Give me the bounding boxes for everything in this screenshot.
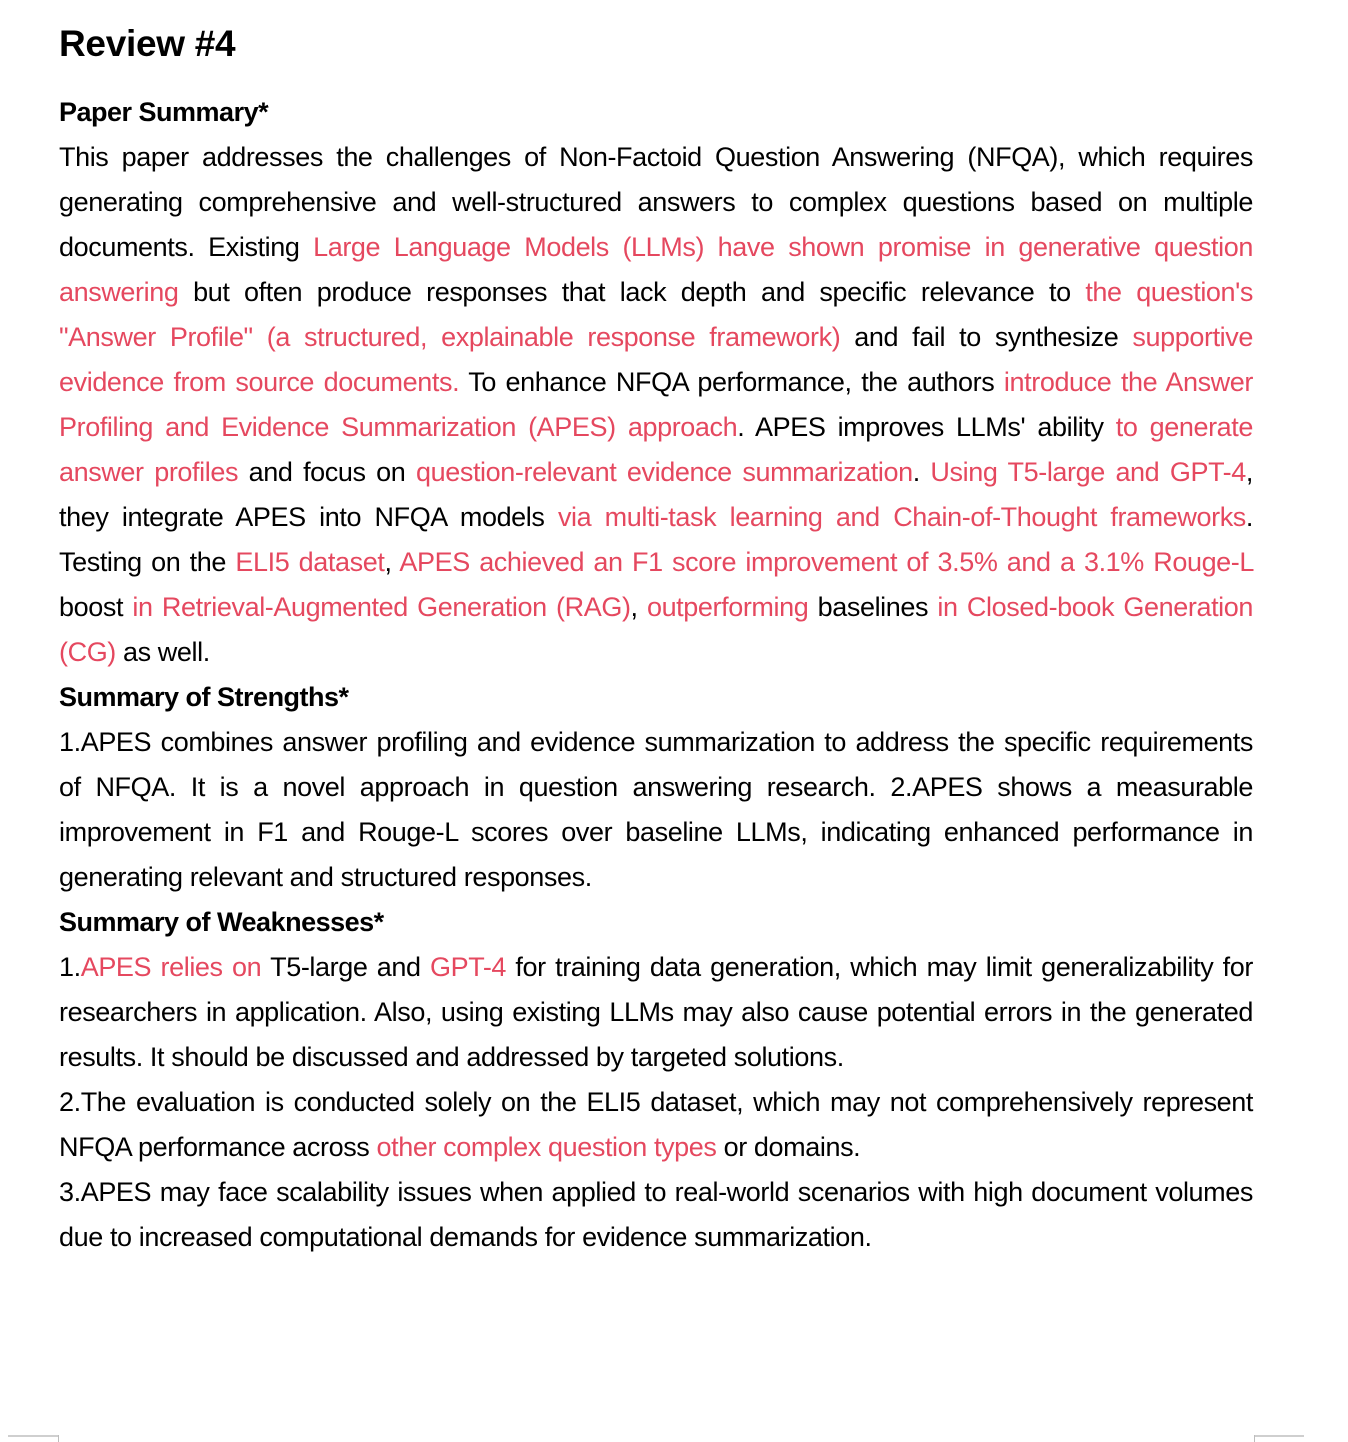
paragraph <box>59 945 1253 1080</box>
paragraph <box>59 1170 1253 1260</box>
paragraph <box>59 720 1253 900</box>
section-heading-weaknesses: Summary of Weaknesses* <box>59 907 384 937</box>
text-run: 1. <box>59 952 81 982</box>
text-run: , they integrate APES into NFQA models <box>59 457 1254 532</box>
text-run: T5-large and <box>261 952 431 982</box>
highlighted-text: question-relevant evidence summarization <box>416 457 913 487</box>
highlighted-text: in Retrieval-Augmented Generation (RAG) <box>132 592 631 622</box>
text-run: . APES improves LLMs' ability <box>737 412 1116 442</box>
text-run: To enhance NFQA performance, the authors <box>459 367 1004 397</box>
highlighted-text: introduce the Answer Profiling and Evidence Summarization (APES) approach <box>59 367 1253 442</box>
text-run: . <box>912 457 931 487</box>
text-run: , <box>630 592 647 622</box>
highlighted-text: APES achieved an F1 score improvement of 3.5% and a 3.1% Rouge-L <box>399 547 1254 577</box>
text-run: as well. <box>115 637 210 667</box>
text-run: baselines <box>808 592 938 622</box>
text-run: but often produce responses that lack depth and specific relevance to <box>178 277 1086 307</box>
paragraph <box>59 1080 1253 1170</box>
section-body-strengths <box>59 720 1253 900</box>
text-run: , <box>384 547 400 577</box>
highlighted-text: via multi-task learning and Chain-of-Thought frameworks <box>557 502 1246 532</box>
highlighted-text: the question's "Answer Profile" (a structured, explainable response framework) <box>59 277 1253 352</box>
text-run: . Testing on the <box>59 502 1253 577</box>
highlighted-text: ELI5 dataset <box>235 547 385 577</box>
highlighted-text: GPT-4 <box>430 952 507 982</box>
highlighted-text: Large Language Models (LLMs) have shown promise in generative question answering <box>59 232 1253 307</box>
text-run: or domains. <box>716 1132 861 1162</box>
crop-mark-bottom-left <box>8 1435 58 1437</box>
highlighted-text: other complex question types <box>376 1132 717 1162</box>
text-run: for training data generation, which may limit generalizability for researchers in application. Also, using existing LLMs may also cause potential errors in the generated results. It should be discussed and addressed by targeted solutions. <box>59 952 1253 1072</box>
text-run: 1.APES combines answer profiling and evidence summarization to address the specific requirements of NFQA. It is a novel approach in question answering research. 2.APES shows a measurable improvement in F1 and Rouge-L scores over baseline LLMs, indicating enhanced performance in generating relevant and structured responses. <box>59 727 1253 892</box>
text-run: This paper addresses the challenges of Non-Factoid Question Answering (NFQA), which requires generating comprehensive and well-structured answers to complex questions based on multiple documents. Existing <box>59 142 1253 262</box>
section-body-paper-summary <box>59 135 1253 675</box>
text-run: and focus on <box>238 457 416 487</box>
crop-tick-bottom-left <box>58 1435 59 1442</box>
review-title: Review #4 <box>59 23 236 64</box>
crop-mark-bottom-right <box>1254 1435 1304 1437</box>
paragraph <box>59 135 1253 675</box>
text-run: boost <box>59 592 133 622</box>
highlighted-text: APES relies on <box>80 952 262 982</box>
highlighted-text: to generate answer profiles <box>59 412 1253 487</box>
crop-tick-bottom-right <box>1254 1435 1255 1442</box>
highlighted-text: outperforming <box>646 592 809 622</box>
section-heading-paper-summary: Paper Summary* <box>59 97 269 127</box>
highlighted-text: supportive evidence from source documents. <box>59 322 1253 397</box>
highlighted-text: in Closed-book Generation (CG) <box>59 592 1253 667</box>
text-run: 2.The evaluation is conducted solely on the ELI5 dataset, which may not comprehensively represent NFQA performance across <box>59 1087 1253 1162</box>
section-body-weaknesses <box>59 945 1253 1260</box>
text-run: 3.APES may face scalability issues when applied to real-world scenarios with high document volumes due to increased computational demands for evidence summarization. <box>59 1177 1253 1252</box>
highlighted-text: Using T5-large and GPT-4 <box>930 457 1246 487</box>
document-page <box>59 18 1253 1260</box>
text-run: and fail to synthesize <box>840 322 1133 352</box>
section-heading-strengths: Summary of Strengths* <box>59 682 349 712</box>
